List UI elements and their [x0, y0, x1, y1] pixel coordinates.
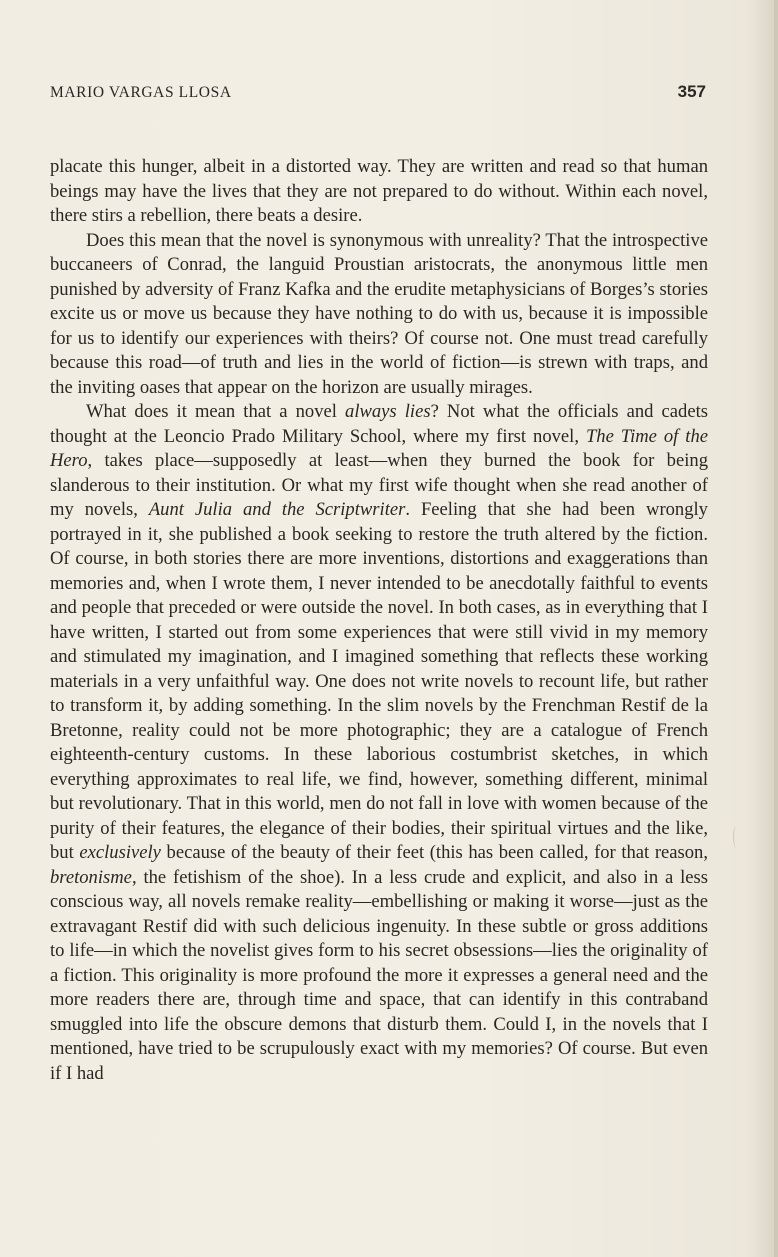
running-head: MARIO VARGAS LLOSA	[50, 84, 232, 101]
page-number: 357	[677, 82, 706, 101]
italic-text: always lies	[345, 401, 431, 422]
text-run: ? Not what the officials and cadets thought at the Leoncio Prado Military School, where my first novel,	[50, 401, 708, 447]
body-text	[50, 155, 708, 1086]
text-run: . Feeling that she had been wrongly portrayed in it, she published a book seeking to restore the truth altered by the fiction. Of course, in both stories there are more inventions, distortions and exaggerations than memories and, when I wrote them, I never intended to be anecdotally faithful to events and people that preceded or were outside the novel. In both cases, as in everything that I have written, I started out from some experiences that were still vivid in my memory and stimulated my imagination, and I imagined something that reflects these working materials in a very unfaithful way. One does not write novels to recount life, but rather to transform it, by adding something. In the slim novels by the Frenchman Restif de la Bretonne, reality could not be more photographic; they are a catalogue of French eighteenth-century customs. In these laborious costumbrist sketches, in which everything approximates to real life, we find, however, something different, minimal but revolutionary. That in this world, men do not fall in love with women because of the purity of their features, the elegance of their bodies, their spiritual virtues and the like, but	[50, 499, 708, 863]
page-edge	[774, 0, 778, 1257]
paragraph	[50, 155, 708, 229]
text-run: placate this hunger, albeit in a distorted way. They are written and read so that human beings may have the lives that they are not prepared to do without. Within each novel, there stirs a rebellion, there beats a desire.	[50, 156, 708, 226]
italic-text: bretonisme	[50, 866, 132, 888]
text-run: because of the beauty of their feet (this has been called, for that reason,	[160, 842, 708, 863]
text-run: , the fetishism of the shoe). In a less crude and explicit, and also in a less conscious way, all novels remake reality—embellishing or making it worse—just as the extravagant Restif did with such delicious ingenuity. In these subtle or gross additions to life—in which the novelist gives form to his secret obsessions—lies the originality of a fiction. This originality is more profound the more it expresses a general need and the more readers there are, through time and space, that can identify in this contraband smuggled into life the obscure demons that disturb them. Could I, in the novels that I mentioned, have tried to be scrupulously exact with my memories? Of course. But even if I had	[50, 866, 708, 1084]
text-run: What does it mean that a novel	[86, 401, 346, 422]
italic-text: The Time of the Hero	[50, 425, 708, 471]
italic-text: exclusively	[79, 842, 161, 863]
paragraph	[50, 400, 708, 1086]
italic-text: Aunt Julia and the Scriptwriter	[148, 499, 406, 520]
text-run: , takes place—supposedly at least—when they burned the book for being slanderous to their institution. Or what my first wife thought when she read another of my novels,	[50, 450, 708, 520]
text-run: Does this mean that the novel is synonymous with unreality? That the introspective buccaneers of Conrad, the languid Proustian aristocrats, the anonymous little men punished by adversity of Franz Kafka and the erudite metaphysicians of Borges’s stories excite us or move us because they have nothing to do with us, because it is impossible for us to identify our experiences with theirs? Of course not. One must tread carefully because this road—of truth and lies in the world of fiction—is strewn with traps, and the inviting oases that appear on the horizon are usually mirages.	[50, 229, 708, 398]
margin-pencil-mark	[733, 826, 740, 848]
paragraph	[50, 229, 708, 401]
